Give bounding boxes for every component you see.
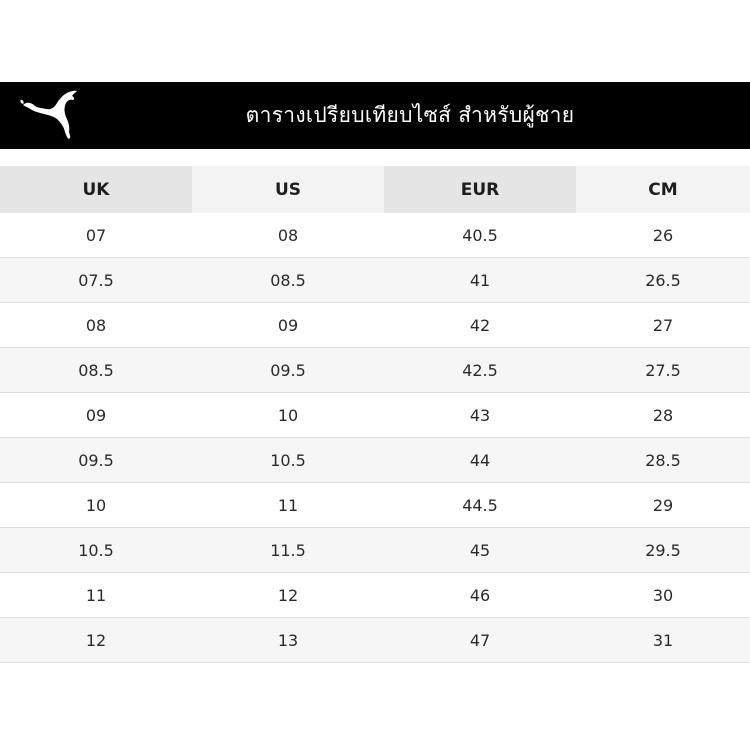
cell-uk: 09: [0, 393, 192, 438]
table-header-row: [0, 166, 750, 213]
table-row: [0, 348, 750, 393]
cell-uk: 07: [0, 213, 192, 258]
page-title: ตารางเปรียบเทียบไซส์ สำหรับผู้ชาย: [245, 103, 575, 127]
table-row: [0, 483, 750, 528]
cell-cm: 28.5: [576, 438, 750, 483]
cell-cm: 29.5: [576, 528, 750, 573]
header-banner: [0, 82, 750, 149]
table-row: [0, 393, 750, 438]
cell-cm: 29: [576, 483, 750, 528]
table-row: [0, 528, 750, 573]
column-header-eur: EUR: [384, 166, 576, 213]
table-row: [0, 303, 750, 348]
cell-us: 10.5: [192, 438, 384, 483]
table-row: [0, 618, 750, 663]
table-row: [0, 573, 750, 618]
cell-uk: 11: [0, 573, 192, 618]
cell-cm: 30: [576, 573, 750, 618]
cell-eur: 44: [384, 438, 576, 483]
cell-us: 08: [192, 213, 384, 258]
cell-us: 09: [192, 303, 384, 348]
cell-us: 13: [192, 618, 384, 663]
cell-us: 11: [192, 483, 384, 528]
cell-cm: 31: [576, 618, 750, 663]
table-row: [0, 258, 750, 303]
table-row: [0, 213, 750, 258]
cell-eur: 45: [384, 528, 576, 573]
cell-eur: 41: [384, 258, 576, 303]
cell-uk: 10: [0, 483, 192, 528]
cell-cm: 27.5: [576, 348, 750, 393]
cell-uk: 09.5: [0, 438, 192, 483]
size-chart-table: [0, 166, 750, 663]
cell-uk: 12: [0, 618, 192, 663]
cell-eur: 46: [384, 573, 576, 618]
cell-eur: 47: [384, 618, 576, 663]
puma-logo-icon: [18, 88, 82, 142]
cell-us: 11.5: [192, 528, 384, 573]
cell-uk: 07.5: [0, 258, 192, 303]
cell-eur: 43: [384, 393, 576, 438]
cell-us: 12: [192, 573, 384, 618]
table-row: [0, 438, 750, 483]
cell-eur: 42.5: [384, 348, 576, 393]
cell-uk: 08.5: [0, 348, 192, 393]
column-header-uk: UK: [0, 166, 192, 213]
cell-cm: 26.5: [576, 258, 750, 303]
cell-us: 10: [192, 393, 384, 438]
cell-uk: 08: [0, 303, 192, 348]
column-header-us: US: [192, 166, 384, 213]
cell-cm: 27: [576, 303, 750, 348]
cell-uk: 10.5: [0, 528, 192, 573]
cell-eur: 42: [384, 303, 576, 348]
cell-us: 08.5: [192, 258, 384, 303]
cell-us: 09.5: [192, 348, 384, 393]
cell-cm: 26: [576, 213, 750, 258]
column-header-cm: CM: [576, 166, 750, 213]
cell-cm: 28: [576, 393, 750, 438]
cell-eur: 40.5: [384, 213, 576, 258]
cell-eur: 44.5: [384, 483, 576, 528]
